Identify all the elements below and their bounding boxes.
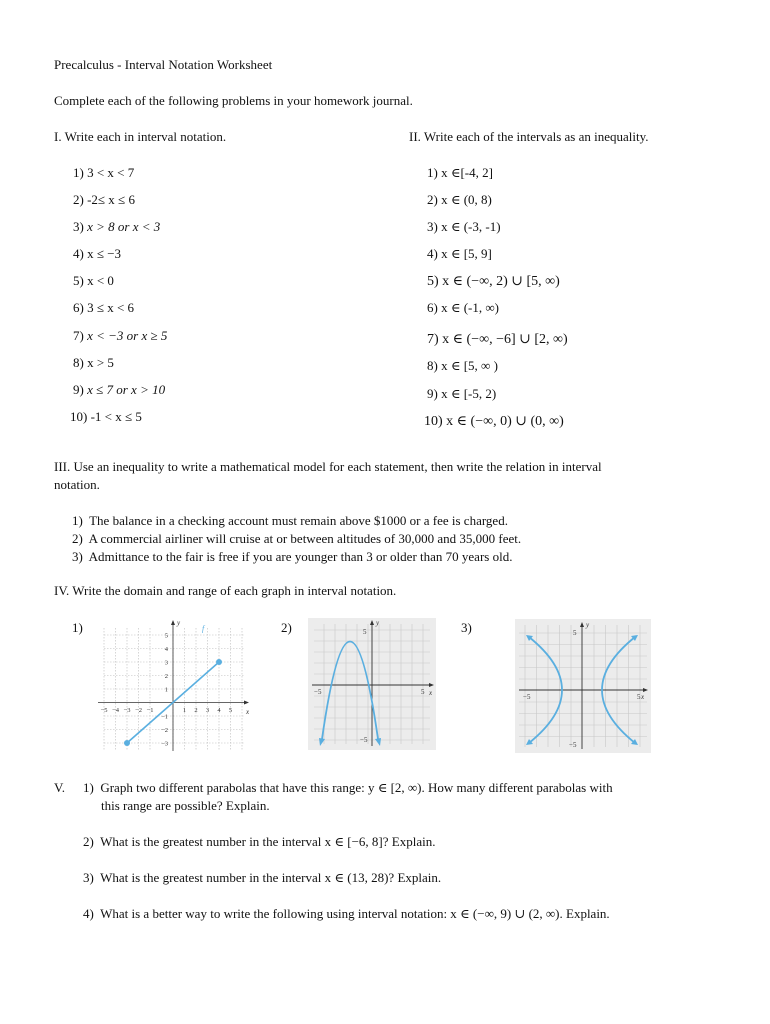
list-item: 8) x > 5 [73,355,114,370]
tick-label: 5 [164,632,168,640]
graph-1 [94,616,258,754]
list-item: 2) x ∈ (0, 8) [427,192,492,207]
list-item: 10) -1 < x ≤ 5 [70,409,142,424]
graph-1-y-ticks [161,633,169,748]
list-item: 3) Admittance to the fair is free if you are younger than 3 or older than 70 years old. [72,549,513,564]
x-axis-label: x [246,708,250,716]
list-item: 5) x ∈ (−∞, 2) ∪ [5, ∞) [427,274,560,289]
tick-label: −4 [112,707,119,714]
list-item: 3) x ∈ (-3, -1) [427,219,501,234]
y-axis-label: y [586,621,590,629]
function-label: f [202,624,205,633]
y-axis-label: y [376,619,380,627]
section3-heading-cont: notation. [54,477,100,492]
tick-label: 5 [363,628,367,636]
graph-3 [515,619,651,753]
tick-label: −2 [161,727,168,734]
section2-heading: II. Write each of the intervals as an inequality. [409,129,649,144]
tick-label: −3 [161,740,168,748]
graph-2 [308,618,436,750]
tick-label: 5 [421,688,425,696]
tick-label: 5 [637,693,641,701]
list-item: 2) A commercial airliner will cruise at or between altitudes of 30,000 and 35,000 feet. [72,531,522,546]
page-title: Precalculus - Interval Notation Worksheet [54,57,273,72]
tick-label: 3 [164,659,168,667]
graph-3-panel [515,619,651,753]
list-item: 6) x ∈ (-1, ∞) [427,300,499,315]
tick-label: 1 [164,686,168,694]
section3-heading: III. Use an inequality to write a mathematical model for each statement, then write the relation in interval [54,459,602,474]
tick-label: −5 [569,741,577,749]
list-item: 2) -2≤ x ≤ 6 [73,192,135,207]
list-item-cont: this range are possible? Explain. [101,798,270,813]
list-item: 5) x < 0 [73,273,114,288]
tick-label: −5 [523,693,531,701]
list-item: 7) x ∈ (−∞, −6] ∪ [2, ∞) [427,332,568,347]
graph-label: 2) [281,620,292,635]
list-item: 1) Graph two different parabolas that have this range: y ∈ [2, ∞). How many different parabolas with [83,780,613,795]
list-item: 9) x ∈ [-5, 2) [427,386,497,401]
list-item: 1) x ∈[-4, 2] [427,165,493,180]
y-axis-label: y [177,619,181,627]
x-axis-label: x [641,693,645,701]
instructions: Complete each of the following problems in your homework journal. [54,93,413,108]
tick-label: 4 [217,707,221,714]
tick-label: 3 [205,707,210,714]
list-item: 1) 3 < x < 7 [73,165,135,180]
tick-label: −5 [100,707,108,714]
tick-label: −5 [360,736,368,744]
list-item: 9) x ≤ 7 or x > 10 [73,382,166,397]
tick-label: −5 [314,688,322,696]
section4-heading: IV. Write the domain and range of each graph in interval notation. [54,583,397,598]
list-item: 10) x ∈ (−∞, 0) ∪ (0, ∞) [424,414,564,429]
list-item: 2) What is the greatest number in the interval x ∈ [−6, 8]? Explain. [83,834,436,849]
tick-label: 2 [194,707,198,714]
graph-1-grid [104,628,244,751]
x-axis-arrow [244,701,249,705]
graph-label: 3) [461,620,472,635]
list-item: 1) The balance in a checking account must remain above $1000 or a fee is charged. [72,513,508,528]
list-item: 3) x > 8 or x < 3 [73,219,161,234]
tick-label: 5 [573,629,577,637]
section5-label: V. [54,780,65,795]
list-item: 4) x ∈ [5, 9] [427,246,492,261]
tick-label: 1 [182,707,187,714]
right-endpoint [216,659,222,665]
list-item: 6) 3 ≤ x < 6 [73,300,135,315]
tick-label: 2 [164,673,168,680]
tick-label: 4 [164,646,168,653]
tick-label: −2 [135,707,142,714]
list-item: 3) What is the greatest number in the interval x ∈ (13, 28)? Explain. [83,870,442,885]
section1-heading: I. Write each in interval notation. [54,129,227,144]
left-endpoint [124,740,130,746]
y-axis-arrow [171,620,175,625]
x-axis-label: x [429,689,433,697]
tick-label: −3 [123,707,131,714]
list-item: 4) x ≤ −3 [73,246,122,261]
list-item: 4) What is a better way to write the following using interval notation: x ∈ (−∞, 9) ∪ (2, ∞). Explain. [83,906,610,921]
list-item: 7) x < −3 or x ≥ 5 [73,328,168,343]
list-item: 8) x ∈ [5, ∞ ) [427,358,498,373]
tick-label: 5 [228,707,233,714]
tick-label: −1 [161,713,168,721]
graph-label: 1) [72,620,83,635]
tick-label: −1 [146,707,154,714]
